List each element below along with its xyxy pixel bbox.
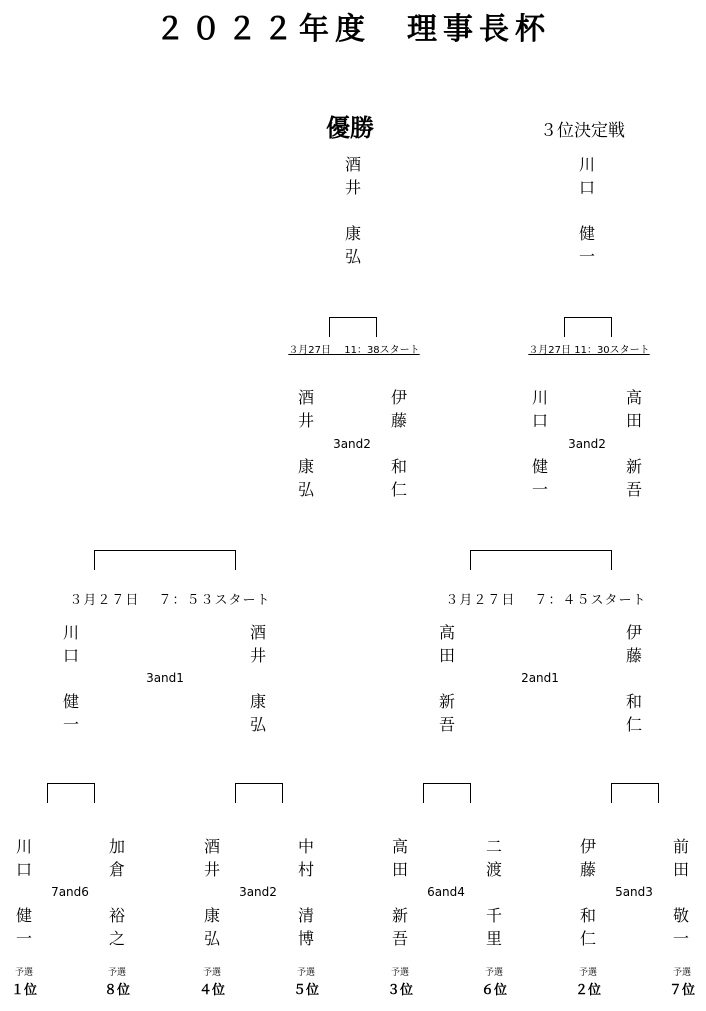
name-char: 千 bbox=[485, 906, 502, 925]
bracket-round1-4 bbox=[611, 783, 659, 803]
name-char: 井 bbox=[203, 860, 220, 879]
third-place-label: ３位決定戦 bbox=[540, 121, 625, 141]
name-char: 高 bbox=[438, 623, 455, 642]
winner-label: 優勝 bbox=[326, 113, 374, 142]
seed-rank: １位 bbox=[10, 983, 37, 998]
seed-rank: ８位 bbox=[103, 983, 130, 998]
name-char: 新 bbox=[438, 692, 455, 711]
name-char: 健 bbox=[578, 224, 595, 243]
name-char: 井 bbox=[297, 411, 314, 430]
name-char: 伊 bbox=[625, 623, 642, 642]
name-char: 高 bbox=[391, 837, 408, 856]
seed-rank: ６位 bbox=[480, 983, 507, 998]
name-char: 高 bbox=[625, 388, 642, 407]
name-char: 田 bbox=[672, 860, 689, 879]
name-char: 和 bbox=[579, 906, 596, 925]
score-final: 3and2 bbox=[333, 437, 371, 451]
name-char: 一 bbox=[578, 247, 595, 266]
player-semi2-left bbox=[436, 621, 458, 736]
name-char: 酒 bbox=[203, 837, 220, 856]
name-char: 之 bbox=[108, 929, 125, 948]
seed-label: 予選 bbox=[202, 968, 221, 978]
name-char: 中 bbox=[297, 837, 314, 856]
name-char: 康 bbox=[249, 692, 266, 711]
name-char: 健 bbox=[15, 906, 32, 925]
name-char: 川 bbox=[531, 388, 548, 407]
player-r1m2-left bbox=[201, 835, 223, 950]
name-char: 裕 bbox=[108, 906, 125, 925]
name-char: 井 bbox=[249, 646, 266, 665]
name-char: 田 bbox=[438, 646, 455, 665]
name-char: 康 bbox=[203, 906, 220, 925]
score-round1-3: 6and4 bbox=[427, 885, 465, 899]
name-char: 伊 bbox=[579, 837, 596, 856]
name-char: 前 bbox=[672, 837, 689, 856]
player-final-left bbox=[295, 386, 317, 501]
player-semi2-right bbox=[623, 621, 645, 736]
start-time-third-place: ３月27日 11：30スタート bbox=[528, 345, 650, 356]
seed-rank: ４位 bbox=[198, 983, 225, 998]
bracket-round1-3 bbox=[423, 783, 471, 803]
name-char: 渡 bbox=[485, 860, 502, 879]
name-char: 酒 bbox=[249, 623, 266, 642]
name-char: 敬 bbox=[672, 906, 689, 925]
name-char: 吾 bbox=[391, 929, 408, 948]
name-char: 伊 bbox=[390, 388, 407, 407]
player-r1m1-right bbox=[106, 835, 128, 950]
name-char: 川 bbox=[15, 837, 32, 856]
seed-label: 予選 bbox=[672, 968, 691, 978]
third-place-name bbox=[576, 153, 598, 268]
bracket-third-place bbox=[564, 317, 612, 337]
score-semi-right: 2and1 bbox=[521, 671, 559, 685]
name-char: 藤 bbox=[390, 411, 407, 430]
player-third-left bbox=[529, 386, 551, 501]
name-char: 仁 bbox=[579, 929, 596, 948]
name-char: 吾 bbox=[438, 715, 455, 734]
start-time-final: ３月27日 11：38スタート bbox=[288, 345, 420, 356]
name-char: 健 bbox=[531, 457, 548, 476]
name-char: 口 bbox=[15, 860, 32, 879]
seed-label: 予選 bbox=[578, 968, 597, 978]
name-char: 口 bbox=[531, 411, 548, 430]
bracket-round1-2 bbox=[235, 783, 283, 803]
player-r1m1-left bbox=[13, 835, 35, 950]
player-r1m4-left bbox=[577, 835, 599, 950]
bracket-final bbox=[329, 317, 377, 337]
player-r1m3-right bbox=[483, 835, 505, 950]
bracket-round1-1 bbox=[47, 783, 95, 803]
name-char: 和 bbox=[390, 457, 407, 476]
name-char: 康 bbox=[344, 224, 361, 243]
seed-rank: ３位 bbox=[386, 983, 413, 998]
name-char: 清 bbox=[297, 906, 314, 925]
seed-label: 予選 bbox=[14, 968, 33, 978]
name-char: 藤 bbox=[625, 646, 642, 665]
score-round1-1: 7and6 bbox=[51, 885, 89, 899]
name-char: 一 bbox=[531, 480, 548, 499]
player-final-right bbox=[388, 386, 410, 501]
winner-name bbox=[342, 153, 364, 268]
player-semi1-right bbox=[247, 621, 269, 736]
name-char: 弘 bbox=[249, 715, 266, 734]
player-third-right bbox=[623, 386, 645, 501]
name-char: 川 bbox=[62, 623, 79, 642]
start-time-semi-right: ３月２７日 ７：４５スタート bbox=[445, 593, 647, 608]
name-char: 川 bbox=[578, 155, 595, 174]
name-char: 一 bbox=[62, 715, 79, 734]
name-char: 藤 bbox=[579, 860, 596, 879]
name-char: 酒 bbox=[344, 155, 361, 174]
player-r1m2-right bbox=[295, 835, 317, 950]
name-char: 倉 bbox=[108, 860, 125, 879]
name-char: 井 bbox=[344, 178, 361, 197]
score-round1-4: 5and3 bbox=[615, 885, 653, 899]
score-round1-2: 3and2 bbox=[239, 885, 277, 899]
name-char: 酒 bbox=[297, 388, 314, 407]
name-char: 口 bbox=[62, 646, 79, 665]
name-char: 村 bbox=[297, 860, 314, 879]
name-char: 弘 bbox=[297, 480, 314, 499]
name-char: 新 bbox=[625, 457, 642, 476]
name-char: 博 bbox=[297, 929, 314, 948]
name-char: 口 bbox=[578, 178, 595, 197]
seed-label: 予選 bbox=[107, 968, 126, 978]
name-char: 弘 bbox=[203, 929, 220, 948]
name-char: 仁 bbox=[390, 480, 407, 499]
name-char: 新 bbox=[391, 906, 408, 925]
name-char: 和 bbox=[625, 692, 642, 711]
seed-label: 予選 bbox=[484, 968, 503, 978]
player-semi1-left bbox=[60, 621, 82, 736]
name-char: 二 bbox=[485, 837, 502, 856]
name-char: 吾 bbox=[625, 480, 642, 499]
seed-label: 予選 bbox=[390, 968, 409, 978]
bracket-semi-left bbox=[94, 550, 236, 570]
seed-rank: ２位 bbox=[574, 983, 601, 998]
name-char: 仁 bbox=[625, 715, 642, 734]
seed-rank: ５位 bbox=[292, 983, 319, 998]
name-char: 康 bbox=[297, 457, 314, 476]
score-semi-left: 3and1 bbox=[146, 671, 184, 685]
name-char: 健 bbox=[62, 692, 79, 711]
name-char: 弘 bbox=[344, 247, 361, 266]
name-char: 里 bbox=[485, 929, 502, 948]
name-char: 田 bbox=[625, 411, 642, 430]
player-r1m3-left bbox=[389, 835, 411, 950]
page-title: ２０２２年度 理事長杯 bbox=[155, 12, 551, 47]
name-char: 加 bbox=[108, 837, 125, 856]
start-time-semi-left: ３月２７日 ７：５３スタート bbox=[69, 593, 271, 608]
player-r1m4-right bbox=[670, 835, 692, 950]
bracket-semi-right bbox=[470, 550, 612, 570]
name-char: 田 bbox=[391, 860, 408, 879]
name-char: 一 bbox=[672, 929, 689, 948]
name-char: 一 bbox=[15, 929, 32, 948]
seed-rank: ７位 bbox=[668, 983, 695, 998]
score-third-place: 3and2 bbox=[568, 437, 606, 451]
seed-label: 予選 bbox=[296, 968, 315, 978]
